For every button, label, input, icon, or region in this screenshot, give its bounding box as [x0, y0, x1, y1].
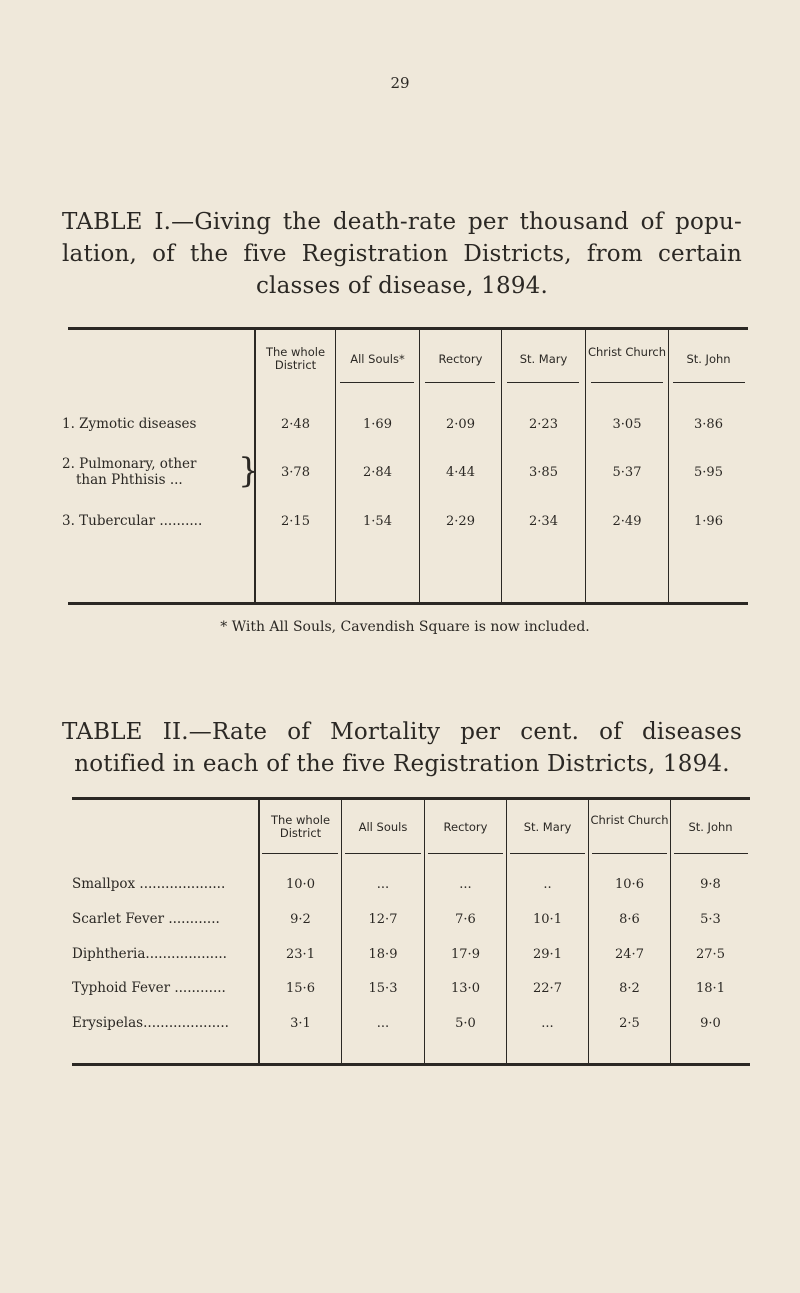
table2-cell: 27·5 — [696, 947, 725, 962]
table2-row-label: Scarlet Fever ............ — [72, 911, 220, 927]
table2-cell: 22·7 — [533, 981, 562, 996]
table2-cell: 2·5 — [619, 1016, 640, 1031]
header-underline — [428, 853, 503, 854]
table2-cell: 29·1 — [533, 947, 562, 962]
table1-cell: 2·23 — [529, 417, 558, 432]
header-underline — [507, 382, 579, 383]
header-underline — [340, 382, 414, 383]
table2-col-header: St. John — [688, 820, 733, 834]
table2-row-label: Diphtheria................... — [72, 946, 227, 962]
table2-cell: 18·1 — [696, 981, 725, 996]
table1-col-header: All Souls* — [350, 352, 405, 366]
header-underline — [262, 853, 338, 854]
table1-cell: 5·37 — [612, 465, 642, 480]
table2-top-rule — [72, 797, 750, 800]
header-underline — [674, 853, 748, 854]
table2-cell: 17·9 — [451, 947, 480, 962]
table1-cell: 3·85 — [529, 465, 558, 480]
table2-cell: ... — [541, 1016, 554, 1031]
table1-cell: 2·84 — [363, 465, 392, 480]
table2-cell: 9·2 — [290, 912, 311, 927]
table2-col-header: Rectory — [443, 820, 488, 834]
table2-cell: ... — [376, 1016, 390, 1031]
table1-cell: 2·48 — [281, 417, 310, 432]
table2-cell: 24·7 — [615, 947, 644, 962]
table2-cell: 15·3 — [368, 981, 398, 996]
header-underline — [673, 382, 745, 383]
header-underline — [591, 382, 663, 383]
table1-col-header: The whole District — [265, 345, 326, 372]
table1-cell: 2·09 — [446, 417, 475, 432]
table2-row-label: Erysipelas.................... — [72, 1015, 229, 1031]
table1-cell: 4·44 — [446, 465, 475, 480]
table2-cell: 7·6 — [455, 912, 476, 927]
table1-bottom-rule — [68, 602, 748, 605]
table1-col-header: Rectory — [438, 352, 483, 366]
table1-cell: 2·29 — [446, 514, 475, 529]
table2-cell: 10·1 — [533, 912, 562, 927]
table1-cell: 2·34 — [529, 514, 558, 529]
table1-col-header: St. John — [686, 352, 731, 366]
table2-cell: .. — [543, 877, 552, 892]
header-underline — [345, 853, 421, 854]
table1-cell: 2·49 — [612, 514, 642, 529]
table2-cell: 18·9 — [368, 947, 398, 962]
table2-col-header: All Souls — [358, 820, 408, 834]
table2-cell: ... — [459, 877, 472, 892]
table1-cell: 2·15 — [281, 514, 310, 529]
table2-cell: 9·0 — [700, 1016, 721, 1031]
table1-cell: 3·05 — [612, 417, 642, 432]
table2-cell: 15·6 — [286, 981, 315, 996]
table1-footnote: * With All Souls, Cavendish Square is now included. — [220, 619, 590, 635]
table1-cell: 5·95 — [694, 465, 723, 480]
table1-row-label: 1. Zymotic diseases — [62, 416, 197, 432]
table2-cell: 12·7 — [368, 912, 398, 927]
table1-cell: 1·96 — [694, 514, 723, 529]
table1-cell: 3·78 — [281, 465, 310, 480]
table2-cell: 23·1 — [286, 947, 315, 962]
table2-col-header: Christ Church — [590, 813, 669, 827]
table2-title: TABLE II.—Rate of Mortality per cent. of diseases notified in each of the five Registration Districts, 1894. — [62, 719, 742, 777]
table2-row-label: Smallpox .................... — [72, 876, 226, 892]
table2-cell: 9·8 — [700, 877, 721, 892]
page-number: 29 — [390, 74, 410, 92]
table2-cell: 3·1 — [290, 1016, 311, 1031]
table1-cell: 1·54 — [363, 514, 392, 529]
table2-cell: ... — [376, 877, 390, 892]
table2-cell: 10·0 — [286, 877, 315, 892]
table1-row-label: than Phthisis ... — [76, 472, 183, 488]
table2-cell: 5·0 — [455, 1016, 476, 1031]
table2-row-label: Typhoid Fever ............ — [72, 980, 226, 996]
table1-top-rule — [68, 327, 748, 330]
header-underline — [592, 853, 667, 854]
table2-col-header: St. Mary — [523, 820, 572, 834]
table2-cell: 5·3 — [700, 912, 721, 927]
table2-cell: 8·2 — [619, 981, 640, 996]
table1-row-label: 2. Pulmonary, other — [62, 456, 197, 472]
table2-col-header: The whole District — [270, 813, 331, 840]
brace-icon: } — [238, 451, 260, 491]
header-underline — [510, 853, 585, 854]
table1-col-header: St. Mary — [519, 352, 568, 366]
table1-row-label: 3. Tubercular .......... — [62, 513, 203, 529]
table2-cell: 10·6 — [615, 877, 644, 892]
table1-cell: 3·86 — [694, 417, 723, 432]
table1-cell: 1·69 — [363, 417, 392, 432]
table2-cell: 8·6 — [619, 912, 640, 927]
header-underline — [425, 382, 495, 383]
table1-title: TABLE I.—Giving the death-rate per thousand of popu- lation, of the five Registration Districts, from certain classes of disease, 1894. — [62, 209, 742, 299]
table2-bottom-rule — [72, 1063, 750, 1066]
table2-cell: 13·0 — [451, 981, 480, 996]
table1-col-header: Christ Church — [587, 345, 667, 359]
